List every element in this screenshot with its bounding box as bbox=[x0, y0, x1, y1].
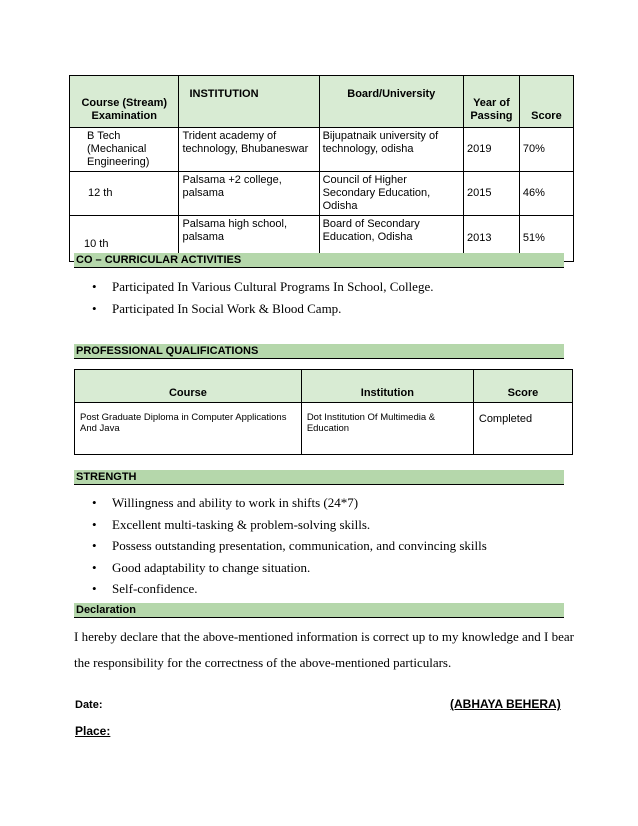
table-row bbox=[75, 403, 573, 455]
section-header-co-curricular: CO – CURRICULAR ACTIVITIES bbox=[74, 253, 564, 268]
cell-board: Bijupatnaik university of technology, odisha bbox=[319, 128, 463, 172]
cell-institution: Trident academy of technology, Bhubaneswar bbox=[179, 128, 319, 172]
bullet-icon: • bbox=[92, 300, 97, 316]
cell-course bbox=[70, 128, 179, 172]
list-item-text: Participated In Social Work & Blood Camp. bbox=[112, 300, 342, 316]
header-course: Course (Stream) Examination bbox=[70, 76, 179, 128]
cell-year: 2013 bbox=[464, 216, 520, 262]
header-institution: Institution bbox=[301, 370, 473, 403]
list-item bbox=[92, 298, 433, 320]
list-item-text: Possess outstanding presentation, communication, and convincing skills bbox=[112, 538, 487, 554]
cell-course-text: B Tech (Mechanical Engineering) bbox=[87, 130, 150, 168]
strength-list bbox=[92, 492, 487, 600]
cell-score: Completed bbox=[473, 403, 572, 455]
section-header-professional: PROFESSIONAL QUALIFICATIONS bbox=[74, 344, 564, 359]
list-item bbox=[92, 514, 487, 536]
declaration-text: I hereby declare that the above-mentioned information is correct up to my knowledge and I bear the responsibility for the correctness of the above-mentioned particulars. bbox=[74, 629, 574, 670]
bullet-icon: • bbox=[92, 581, 97, 597]
header-board: Board/University bbox=[319, 76, 463, 128]
list-item-text: Participated In Various Cultural Programs In School, College. bbox=[112, 279, 434, 294]
bullet-icon: • bbox=[92, 516, 97, 532]
list-item bbox=[92, 535, 487, 557]
cell-score: 46% bbox=[519, 172, 573, 216]
table-row bbox=[70, 172, 574, 216]
cell-year: 2015 bbox=[464, 172, 520, 216]
header-score: Score bbox=[473, 370, 572, 403]
section-header-declaration: Declaration bbox=[74, 603, 564, 618]
list-item-text: Willingness and ability to work in shifts (24*7) bbox=[112, 495, 359, 510]
section-header-strength: STRENGTH bbox=[74, 470, 564, 485]
professional-table bbox=[74, 369, 573, 455]
list-item-text: Good adaptability to change situation. bbox=[112, 559, 311, 575]
cell-institution: Palsama +2 college, palsama bbox=[179, 172, 319, 216]
cell-board: Board of Secondary Education, Odisha bbox=[319, 216, 463, 262]
cell-score: 70% bbox=[519, 128, 573, 172]
cell-institution: Dot Institution Of Multimedia & Education bbox=[301, 403, 473, 455]
bullet-icon: • bbox=[92, 279, 97, 294]
co-curricular-list bbox=[92, 276, 433, 319]
table-header-row bbox=[70, 76, 574, 128]
place-label: Place: bbox=[75, 724, 111, 738]
education-table bbox=[69, 75, 574, 262]
list-item bbox=[92, 578, 487, 600]
cell-course: 12 th bbox=[70, 172, 179, 216]
table-row bbox=[70, 128, 574, 172]
date-label: Date: bbox=[75, 699, 103, 711]
list-item-text: Excellent multi-tasking & problem-solving skills. bbox=[112, 516, 371, 532]
list-item bbox=[92, 557, 487, 579]
cell-year: 2019 bbox=[464, 128, 520, 172]
header-year: Year of Passing bbox=[464, 76, 520, 128]
table-header-row bbox=[75, 370, 573, 403]
cell-course: Post Graduate Diploma in Computer Applications And Java bbox=[75, 403, 302, 455]
header-institution: INSTITUTION bbox=[179, 76, 319, 128]
cell-score: 51% bbox=[519, 216, 573, 262]
bullet-icon: • bbox=[92, 538, 97, 554]
cell-board: Council of Higher Secondary Education, Odisha bbox=[319, 172, 463, 216]
list-item bbox=[92, 492, 487, 514]
cell-institution: Palsama high school, palsama bbox=[179, 216, 319, 262]
bullet-icon: • bbox=[92, 559, 97, 575]
list-item bbox=[92, 276, 433, 298]
header-course: Course bbox=[75, 370, 302, 403]
cell-course: 10 th bbox=[70, 216, 179, 262]
bullet-icon: • bbox=[92, 495, 97, 510]
header-score: Score bbox=[519, 76, 573, 128]
signature-name: (ABHAYA BEHERA) bbox=[450, 697, 561, 711]
list-item-text: Self-confidence. bbox=[112, 581, 198, 597]
